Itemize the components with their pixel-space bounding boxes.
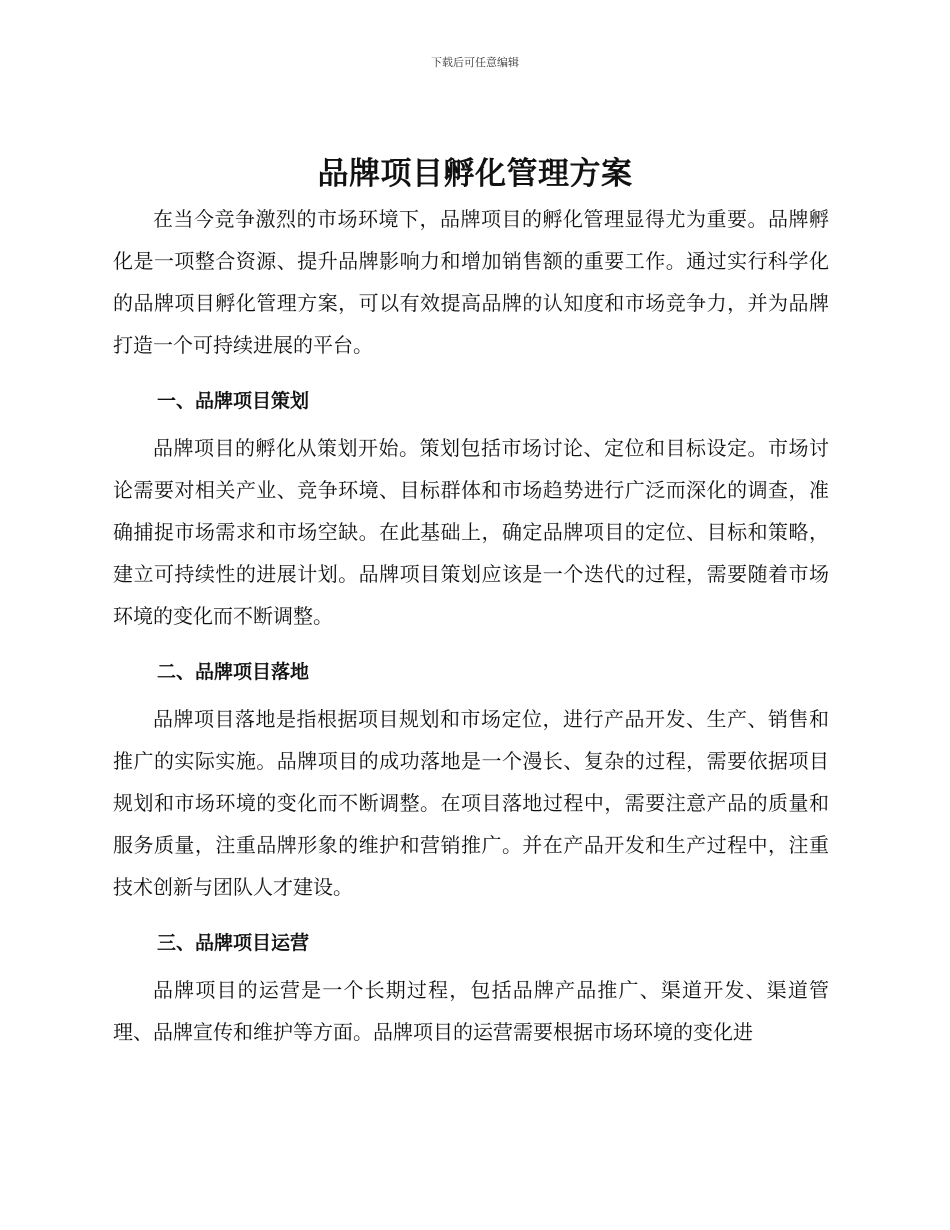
section-paragraph: 品牌项目的孵化从策划开始。策划包括市场讨论、定位和目标设定。市场讨论需要对相关产业、竞争环境、目标群体和市场趋势进行广泛而深化的调查，准确捕捉市场需求和市场空缺。在此基础上，确定品牌项目的定位、目标和策略，建立可持续性的进展计划。品牌项目策划应该是一个迭代的过程，需要随着市场环境的变化而不断调整。 xyxy=(113,436,829,628)
spacer xyxy=(113,908,829,917)
document-body xyxy=(113,198,829,1053)
intro-paragraph: 在当今竞争激烈的市场环境下，品牌项目的孵化管理显得尤为重要。品牌孵化是一项整合资源、提升品牌影响力和增加销售额的重要工作。通过实行科学化的品牌项目孵化管理方案，可以有效提高品牌的认知度和市场竞争力，并为品牌打造一个可持续进展的平台。 xyxy=(113,207,829,357)
section-paragraph: 品牌项目落地是指根据项目规划和市场定位，进行产品开发、生产、销售和推广的实际实施。品牌项目的成功落地是一个漫长、复杂的过程，需要依据项目规划和市场环境的变化而不断调整。在项目落地过程中，需要注意产品的质量和服务质量，注重品牌形象的维护和营销推广。并在产品开发和生产过程中，注重技术创新与团队人才建设。 xyxy=(113,707,829,899)
section-heading: 三、品牌项目运营 xyxy=(157,932,310,954)
spacer xyxy=(113,366,829,375)
section-heading: 一、品牌项目策划 xyxy=(157,390,310,412)
section-paragraph: 品牌项目的运营是一个长期过程，包括品牌产品推广、渠道开发、渠道管理、品牌宣传和维护等方面。品牌项目的运营需要根据市场环境的变化进 xyxy=(113,978,829,1044)
header-note: 下载后可任意编辑 xyxy=(431,56,519,69)
spacer xyxy=(113,637,829,646)
document-title: 品牌项目孵化管理方案 xyxy=(317,156,633,192)
section-heading: 二、品牌项目落地 xyxy=(157,661,310,683)
